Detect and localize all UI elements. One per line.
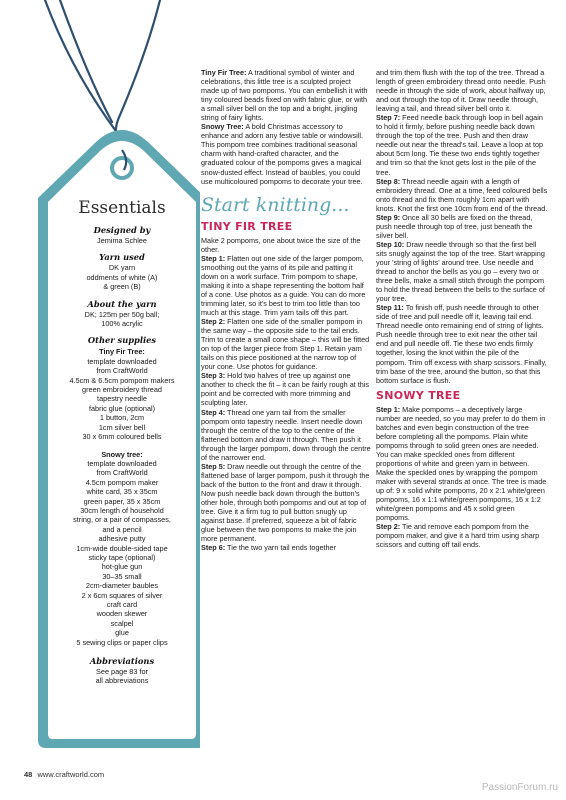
supply-item: adhesive putty [98,534,146,544]
watermark: PassionForum.ru [481,782,558,793]
step-label: Step 1: [201,253,226,263]
supply-item: and a pencil [102,524,142,534]
step-paragraph [376,113,548,176]
step-paragraph [376,405,548,523]
snowy-supplies-heading: Snowy tree: [101,449,143,459]
step-label: Step 5: [201,461,226,471]
fir-step-6-continued: and trim them flush with the top of the tree. Thread a length of green embroidery thread onto needle. Push needle in through the side of work, about halfway up, and out through the top of it. Draw needle through, leaving a tail, and thread silver bell onto it. [376,68,546,114]
tag-string [45,0,160,150]
supply-item: from CraftWorld [96,366,148,376]
supply-item: template downloaded [87,356,157,366]
step-paragraph [376,177,548,213]
step-text: Make pompoms – a deceptively large number are needed, so you may prefer to do them in batches and even begin construction of the tree before completing all the pompoms. Plain white pompoms through to solid green ones are needed. You can make speckled ones from different proportions of white and green yarn in between. Make the speckled ones by wrapping the pompom maker with several strands at once. The tree is made up of: 9 x solid white pompoms, 20 x 2:1 white/green pompoms, 16 x 1:1 white/green pompoms, 16 x 1:2 white/green pompoms and 45 x solid green pompoms. [376,404,547,523]
fir-supplies-list [58,357,186,442]
supply-item: 30–35 small [102,571,142,581]
step-text: Thread one yarn tail from the smaller pompom onto tapestry needle. Insert needle down through the centre of the top to the centre of the flattened bottom and draw it through. Then push it through the larger pompom, down through the centre of the narrower end. [201,407,371,462]
supply-item: 4.5cm & 6.5cm pompom makers [69,375,175,385]
yarn-line: oddments of white (A) [86,272,158,282]
step-paragraph [376,303,548,384]
fir-steps-list-continued [376,113,548,384]
about-yarn-line: DK; 125m per 50g ball; [84,309,160,319]
step-text: Draw needle through so that the first bell sits snugly against the top of the tree. Start wrapping your 'string of lights' around tree. Use needle and thread to anchor the bells as you go – every two or three bells, make a small stitch through the pompom to hold the thread between the bells to the surface of your tree. [376,239,545,304]
supply-item: white card, 35 x 35cm [86,487,158,497]
step-text: Thread needle again with a length of embroidery thread. One at a time, feed coloured bells onto thread and fix them roughly 1cm apart with knots. Knot the first one 10cm from end of the thread. [376,176,548,213]
step-text: Hold two halves of tree up against one another to check the fit – it can be fairly rough at this point and be corrected with more trimming and sculpting later. [201,371,370,408]
page-footer [24,770,104,779]
step-label: Step 11: [376,303,404,313]
step-text: Flatten one side of the smaller pompom in the same way – the opposite side to the tail ends. Trim to create a small cone shape – this will be fitted on top of the larger piece from Step 1. Retain yarn tails on this piece positioned at the narrow top of your cone. Use photos for guidance. [201,317,370,372]
step-paragraph [376,240,548,303]
essentials-title: Essentials [78,198,166,218]
step-label: Step 8: [376,176,401,186]
supplies-heading: Other supplies [87,335,157,346]
footer-site: www.craftworld.com [37,770,105,779]
supply-item: tapestry needle [97,394,147,404]
snowy-tree-heading: SNOWY TREE [376,388,461,402]
step-paragraph [376,213,548,240]
step-paragraph [201,462,371,543]
abbreviations-line: See page 83 for [96,667,148,677]
abbreviations-heading: Abbreviations [89,656,155,667]
supply-item: glue [115,628,129,638]
supply-item: from CraftWorld [96,468,148,478]
designer-heading: Designed by [93,225,151,235]
about-yarn-line: 100% acrylic [101,319,143,329]
supply-item: string, or a pair of compasses, [73,515,171,525]
article-column-1 [201,68,371,552]
intro-snowy: Snowy Tree: A bold Christmas accessory to enhance and adorn any festive table or windowsill. This pompom tree combines traditional seasonal charm with hand-crafted character, and the graduated colour of the pompoms gives a magical snow-dusted effect. Instead of baubles, you could use multicoloured pompoms to decorate your tree. [201,122,364,186]
supply-item: 30cm length of household [80,505,164,515]
supply-item: wooden skewer [96,609,148,619]
step-label: Step 10: [376,239,405,249]
supply-item: 1 button, 2cm [99,413,145,423]
supply-item: 30 x 6mm coloured bells [82,432,162,442]
tag-hole [112,158,132,178]
step-text: Feed needle back through loop in bell again to hold it firmly, before pushing needle back down through the top of the tree. Push and then draw needle out near the thread's tail. Leave a loop at top about 5cm long. Tie these two ends tightly together and trim so that the knot gets lost in the pile of the tree. [376,113,544,177]
intro-fir: Tiny Fir Tree: A traditional symbol of winter and celebrations, this little tree is a sculpted project made up of two pompoms. You can embellish it with tiny coloured beads fixed on with fabric glue, or with a small silver bell on the top and a bright, jingling string of fairy lights. [201,68,368,123]
snowy-supplies-list [58,459,186,647]
supply-item: 1cm-wide double-sided tape [76,543,168,553]
supply-item: 1cm silver bell [98,422,146,432]
supply-item: scalpel [110,618,134,628]
step-paragraph [201,254,371,317]
tiny-fir-tree-heading: TINY FIR TREE [201,219,293,233]
snowy-steps-list [376,405,548,550]
supply-item: green paper, 35 x 35cm [83,496,161,506]
step-label: Step 2: [201,317,226,327]
supply-item: 5 sewing clips or paper clips [76,637,168,647]
article-column-2 [376,68,548,549]
supply-item: hot-glue gun [101,562,143,572]
supply-item: 4.5cm pompom maker [85,477,159,487]
step-text: Tie the two yarn tail ends together [225,543,336,553]
step-paragraph [201,408,371,462]
step-label: Step 1: [376,404,401,414]
supply-item: green embroidery thread [82,385,162,395]
step-label: Step 4: [201,407,226,417]
step-text: Once all 30 bells are fixed on the thread, push needle through top of tree, just beneath the silver bell. [376,212,533,240]
start-knitting-heading: Start knitting... [201,193,350,216]
yarn-line: & green (B) [103,282,141,292]
step-paragraph [376,522,548,549]
supply-item: 2cm-diameter baubles [85,581,159,591]
yarn-line: DK yarn [108,263,136,273]
step-label: Step 3: [201,371,226,381]
step-label: Step 6: [201,543,226,553]
supply-item: fabric glue (optional) [88,403,156,413]
fir-intro: Make 2 pompoms, one about twice the size of the other. [201,235,361,254]
supply-item: sticky tape (optional) [88,552,156,562]
step-label: Step 2: [376,522,401,532]
step-text: Draw needle out through the centre of the flattened base of larger pompom, push it through the back of the button to the front and draw it through. Now push needle back down through the button's other hole, through both pompoms and out at top of tree. Give it a firm tug to pull button snugly up against base. If preferred, squeeze a bit of fabric glue between the two pompoms to make the join more permanent. [201,461,370,544]
designer-name: Jemima Schlee [97,236,147,245]
essentials-panel [58,198,186,686]
fir-supplies-heading: Tiny Fir Tree: [99,347,145,357]
step-text: To finish off, push needle through to other side of tree and pull needle off it, leaving tail end. Thread needle onto remaining end of string of lights. Push needle through tree to exit near the other tail end and pull needle off. Tie these two ends firmly together, losing the knot within the pile of the pompom. Trim off excess with sharp scissors. Finally, trim base of the tree, around the button, so that this bottom surface is flush. [376,303,547,385]
abbreviations-line: all abbreviations [95,676,149,686]
step-paragraph [201,543,371,552]
supply-item: 2 x 6cm squares of silver [81,590,163,600]
fir-steps-list [201,254,371,553]
supply-item: craft card [106,600,138,609]
step-label: Step 9: [376,212,401,222]
step-text: Tie and remove each pompom from the pompom maker, and give it a hard trim using sharp scissors and cutting off tail ends. [376,522,540,550]
supply-item: template downloaded [87,458,157,468]
step-text: Flatten out one side of the larger pompom, smoothing out the yarns of its pile and patting it down on a work surface. Trim pompom to shape, making it into a shape representing the bottom half of a cone. Use photos as a guide. You can do more trimming later, so it's best to trim too little than too much at this stage. Trim yarn tails off this part. [201,253,366,317]
page-number: 48 [24,770,33,779]
step-paragraph [201,371,371,407]
step-label: Step 7: [376,113,401,123]
step-paragraph [201,317,371,371]
yarn-heading: Yarn used [99,252,145,263]
about-yarn-heading: About the yarn [87,298,157,309]
